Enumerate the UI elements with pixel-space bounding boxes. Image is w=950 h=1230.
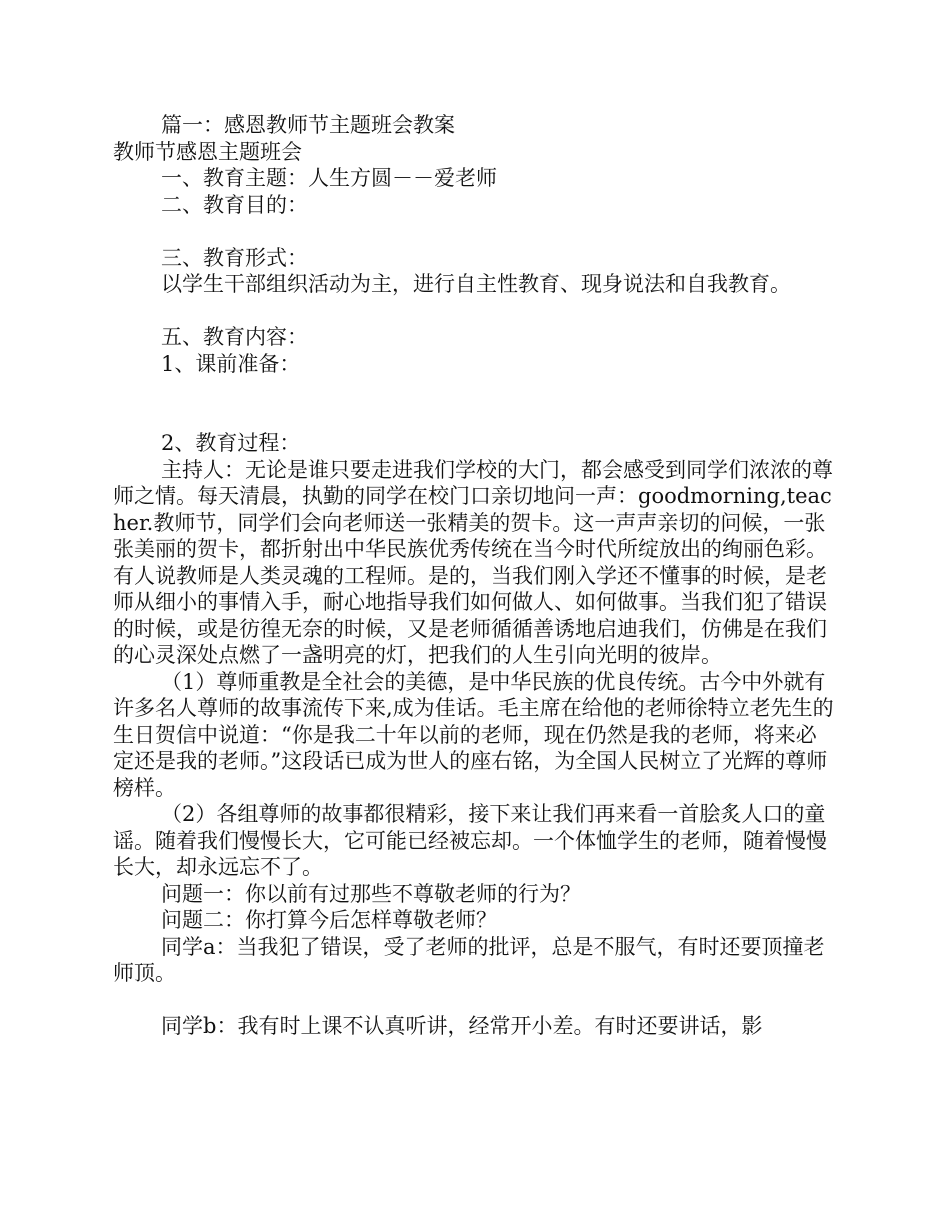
question-2: 问题二：你打算今后怎样尊敬老师？ [161,908,497,932]
section-content: 五、教育内容： [161,325,308,349]
part-heading: 篇一：感恩教师节主题班会教案 [161,113,455,137]
section-theme: 一、教育主题：人生方圆－－爱老师 [161,166,497,190]
paragraph-1: （1）尊师重教是全社会的美德，是中华民族的优良传统。古今中外就有许多名人尊师的故事流传下来,成为佳话。毛主席在给他的老师徐特立老先生的生日贺信中说道：“你是我二十年以前的老师，现在仍然是我的老师，将来必定还是我的老师。”这段话已成为世人的座右铭，为全国人民树立了光辉的尊师榜样。 [113,669,834,800]
blank-line [113,377,835,430]
section-form-text: 以学生干部组织活动为主，进行自主性教育、现身说法和自我教育。 [161,272,791,296]
student-b-answer: 同学b：我有时上课不认真听讲，经常开小差。有时还要讲话，影 [161,1014,763,1038]
subsection-process: 2、教育过程： [161,431,301,455]
blank-line [113,298,835,325]
section-form: 三、教育形式： [161,245,308,270]
document-title: 教师节感恩主题班会 [113,139,302,164]
question-1: 问题一：你以前有过那些不尊敬老师的行为？ [161,881,581,906]
student-a-answer: 同学a：当我犯了错误，受了老师的批评，总是不服气，有时还要顶撞老师顶。 [113,934,825,985]
section-purpose: 二、教育目的： [161,192,308,217]
host-paragraph: 主持人：无论是谁只要走进我们学校的大门，都会感受到同学们浓浓的尊师之情。每天清晨，执勤的同学在校门口亲切地问一声：goodmorning,teacher.教师节，同学们会向老师送一张精美的贺卡。这一声声亲切的问候，一张张美丽的贺卡，都折射出中华民族优秀传统在当今时代所绽放出的绚丽色彩。有人说教师是人类灵魂的工程师。是的，当我们刚入学还不懂事的时候，是老师从细小的事情入手，耐心地指导我们如何做人、如何做事。当我们犯了错误的时候，或是彷徨无奈的时候，又是老师循循善诱地启迪我们，仿佛是在我们的心灵深处点燃了一盏明亮的灯，把我们的人生引向光明的彼岸。 [113,457,833,667]
document-body [113,112,835,1040]
subsection-preparation: 1、课前准备： [161,351,301,376]
blank-line [113,218,835,245]
paragraph-2: （2）各组尊师的故事都很精彩，接下来让我们再来看一首脍炙人口的童谣。随着我们慢慢长大，它可能已经被忘却。一个体恤学生的老师，随着慢慢长大，却永远忘不了。 [113,802,827,879]
blank-line [113,987,835,1014]
